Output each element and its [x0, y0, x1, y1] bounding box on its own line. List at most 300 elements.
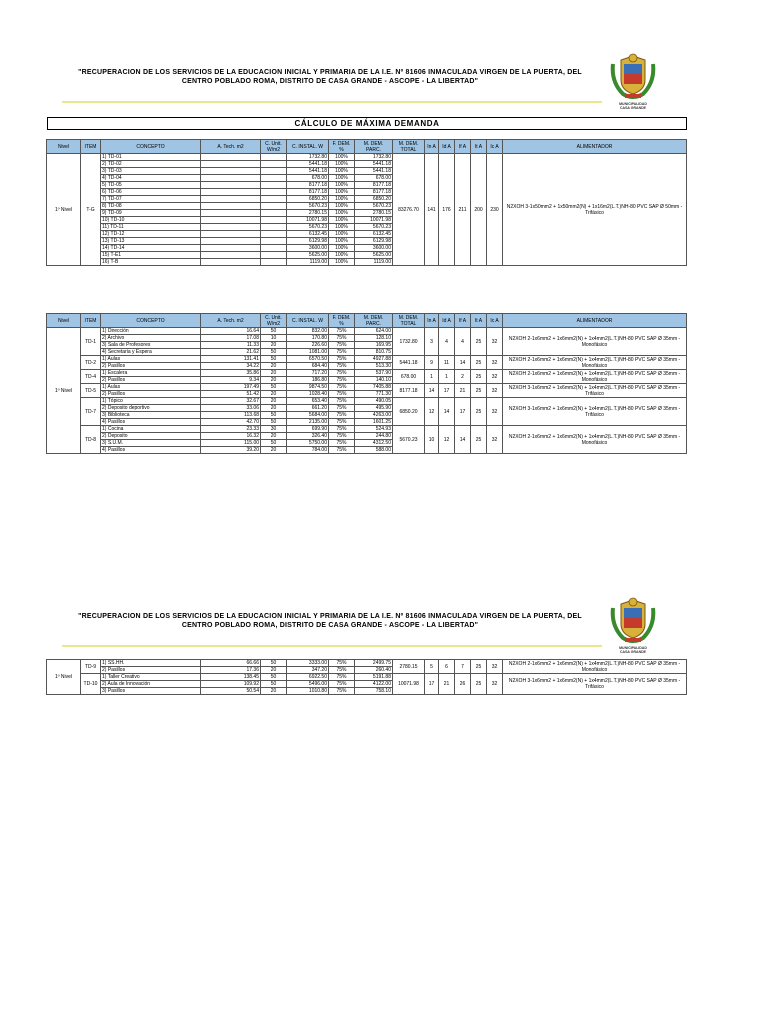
- current-id-cell: 176: [439, 154, 455, 266]
- area-cell: 32.67: [201, 398, 261, 405]
- installed-load-cell: 8177.18: [287, 189, 329, 196]
- concepto-cell: 1) SS.HH.: [101, 660, 201, 667]
- partial-demand-cell: 140.10: [355, 377, 393, 384]
- partial-demand-cell: 6850.20: [355, 196, 393, 203]
- area-cell: [201, 259, 261, 266]
- header-line-1: "RECUPERACION DE LOS SERVICIOS DE LA EDUCACION INICIAL Y PRIMARIA DE LA I.E. Nº 81606 INMACULADA VIRGEN DE LA PUERTA, DEL: [78, 69, 582, 76]
- current-it-cell: 25: [471, 674, 487, 695]
- installed-load-cell: 6570.50: [287, 356, 329, 363]
- concepto-cell: 3) Biblioteca: [101, 412, 201, 419]
- partial-demand-cell: 3600.00: [355, 245, 393, 252]
- area-cell: [201, 231, 261, 238]
- installed-load-cell: 678.00: [287, 175, 329, 182]
- table-header-row: [47, 140, 687, 154]
- installed-load-cell: 5684.00: [287, 412, 329, 419]
- table-row: [47, 674, 687, 681]
- unit-load-cell: 20: [261, 405, 287, 412]
- demand-factor-cell: 75%: [329, 419, 355, 426]
- installed-load-cell: 2780.15: [287, 210, 329, 217]
- column-header: It A: [471, 314, 487, 328]
- demand-factor-cell: 100%: [329, 231, 355, 238]
- installed-load-cell: 661.20: [287, 405, 329, 412]
- item-cell: TD-2: [81, 356, 101, 370]
- item-cell: TD-1: [81, 328, 101, 356]
- installed-load-cell: 5625.00: [287, 252, 329, 259]
- current-id-cell: 4: [439, 328, 455, 356]
- area-cell: 197.49: [201, 384, 261, 391]
- concepto-cell: 4) Pasillos: [101, 419, 201, 426]
- alimentador-cell: N2XOH 2-1x6mm2 + 1x6mm2(N) + 1x4mm2(L.T.)NH-80 PVC SAP Ø 35mm - Monofásico: [503, 370, 687, 384]
- header-line-1: "RECUPERACION DE LOS SERVICIOS DE LA EDUCACION INICIAL Y PRIMARIA DE LA I.E. Nº 81606 INMACULADA VIRGEN DE LA PUERTA, DEL: [78, 613, 582, 620]
- column-header: Id A: [439, 140, 455, 154]
- table-row: [47, 154, 687, 161]
- area-cell: [201, 245, 261, 252]
- table-row: [47, 398, 687, 405]
- unit-load-cell: 10: [261, 335, 287, 342]
- demand-factor-cell: 100%: [329, 210, 355, 217]
- area-cell: 9.34: [201, 377, 261, 384]
- installed-load-cell: 1732.80: [287, 154, 329, 161]
- current-ic-cell: 32: [487, 370, 503, 384]
- concepto-cell: 12) TD-12: [101, 231, 201, 238]
- column-header: A. Tech. m2: [201, 140, 261, 154]
- column-header: ITEM: [81, 140, 101, 154]
- unit-load-cell: [261, 189, 287, 196]
- item-cell: TD-4: [81, 370, 101, 384]
- installed-load-cell: 832.00: [287, 328, 329, 335]
- unit-load-cell: [261, 231, 287, 238]
- concepto-cell: 2) Pasillos: [101, 363, 201, 370]
- current-it-cell: 25: [471, 356, 487, 370]
- partial-demand-cell: 4312.50: [355, 440, 393, 447]
- header-divider: [62, 645, 602, 647]
- unit-load-cell: [261, 238, 287, 245]
- unit-load-cell: [261, 203, 287, 210]
- concepto-cell: 2) Deposito deportivo: [101, 405, 201, 412]
- concepto-cell: 1) Aulas: [101, 356, 201, 363]
- unit-load-cell: 50: [261, 412, 287, 419]
- current-id-cell: 21: [439, 674, 455, 695]
- installed-load-cell: 5441.18: [287, 161, 329, 168]
- partial-demand-cell: 6129.98: [355, 238, 393, 245]
- column-header: F. DEM. %: [329, 140, 355, 154]
- area-cell: [201, 182, 261, 189]
- installed-load-cell: 1119.00: [287, 259, 329, 266]
- unit-load-cell: [261, 196, 287, 203]
- area-cell: 113.68: [201, 412, 261, 419]
- demand-factor-cell: 75%: [329, 356, 355, 363]
- concepto-cell: 1) TD-01: [101, 154, 201, 161]
- area-cell: [201, 161, 261, 168]
- total-demand-cell: 1732.80: [393, 328, 425, 356]
- area-cell: [201, 238, 261, 245]
- area-cell: 35.86: [201, 370, 261, 377]
- installed-load-cell: 326.40: [287, 433, 329, 440]
- item-cell: TD-8: [81, 426, 101, 454]
- unit-load-cell: 50: [261, 328, 287, 335]
- demand-factor-cell: 100%: [329, 245, 355, 252]
- partial-demand-cell: 6132.45: [355, 231, 393, 238]
- partial-demand-cell: 771.30: [355, 391, 393, 398]
- current-in-cell: 3: [425, 328, 439, 356]
- current-if-cell: 4: [455, 328, 471, 356]
- column-header: ALIMENTADOR: [503, 314, 687, 328]
- current-if-cell: 14: [455, 356, 471, 370]
- unit-load-cell: 50: [261, 384, 287, 391]
- installed-load-cell: 2135.00: [287, 419, 329, 426]
- demand-factor-cell: 100%: [329, 168, 355, 175]
- installed-load-cell: 10071.98: [287, 217, 329, 224]
- unit-load-cell: 20: [261, 433, 287, 440]
- concepto-cell: 15) T-E1: [101, 252, 201, 259]
- demand-factor-cell: 100%: [329, 189, 355, 196]
- current-it-cell: 25: [471, 660, 487, 674]
- installed-load-cell: 5441.18: [287, 168, 329, 175]
- area-cell: [201, 154, 261, 161]
- unit-load-cell: 20: [261, 363, 287, 370]
- area-cell: [201, 203, 261, 210]
- partial-demand-cell: 2499.75: [355, 660, 393, 667]
- partial-demand-cell: 260.40: [355, 667, 393, 674]
- demand-factor-cell: 75%: [329, 688, 355, 695]
- column-header: C. INSTAL. W: [287, 140, 329, 154]
- unit-load-cell: [261, 217, 287, 224]
- concepto-cell: 2) TD-02: [101, 161, 201, 168]
- partial-demand-cell: 524.93: [355, 426, 393, 433]
- current-in-cell: 17: [425, 674, 439, 695]
- unit-load-cell: [261, 182, 287, 189]
- current-in-cell: 141: [425, 154, 439, 266]
- area-cell: [201, 217, 261, 224]
- concepto-cell: 1) Taller Creativo: [101, 674, 201, 681]
- column-header: CONCEPTO: [101, 314, 201, 328]
- concepto-cell: 2) Aula de Innovación: [101, 681, 201, 688]
- column-header: If A: [455, 140, 471, 154]
- concepto-cell: 1) Escalera: [101, 370, 201, 377]
- partial-demand-cell: 10071.98: [355, 217, 393, 224]
- area-cell: 51.42: [201, 391, 261, 398]
- table-row: [47, 370, 687, 377]
- installed-load-cell: 6922.50: [287, 674, 329, 681]
- area-cell: 115.00: [201, 440, 261, 447]
- column-header: CONCEPTO: [101, 140, 201, 154]
- demand-factor-cell: 100%: [329, 259, 355, 266]
- partial-demand-cell: 490.05: [355, 398, 393, 405]
- unit-load-cell: 50: [261, 660, 287, 667]
- unit-load-cell: 20: [261, 342, 287, 349]
- installed-load-cell: 684.40: [287, 363, 329, 370]
- unit-load-cell: [261, 161, 287, 168]
- concepto-cell: 14) TD-14: [101, 245, 201, 252]
- item-cell: TD-5: [81, 384, 101, 398]
- concepto-cell: 1) Cocina: [101, 426, 201, 433]
- concepto-cell: 16) T-B: [101, 259, 201, 266]
- demand-factor-cell: 100%: [329, 252, 355, 259]
- municipal-seal-icon: [609, 50, 657, 102]
- area-cell: 50.54: [201, 688, 261, 695]
- alimentador-cell: N2XOH 2-1x6mm2 + 1x6mm2(N) + 1x4mm2(L.T.)NH-80 PVC SAP Ø 35mm - Monofásico: [503, 356, 687, 370]
- total-demand-cell: 6850.20: [393, 398, 425, 426]
- total-demand-cell: 8177.18: [393, 384, 425, 398]
- demand-factor-cell: 75%: [329, 405, 355, 412]
- column-header: Id A: [439, 314, 455, 328]
- current-in-cell: 1: [425, 370, 439, 384]
- demand-factor-cell: 75%: [329, 335, 355, 342]
- alimentador-cell: N2XOH 2-1x6mm2 + 1x6mm2(N) + 1x4mm2(L.T.)NH-80 PVC SAP Ø 35mm - Monofásico: [503, 660, 687, 674]
- concepto-cell: 1) Dirección: [101, 328, 201, 335]
- partial-demand-cell: 169.95: [355, 342, 393, 349]
- concepto-cell: 8) TD-08: [101, 203, 201, 210]
- unit-load-cell: 50: [261, 440, 287, 447]
- current-in-cell: 10: [425, 426, 439, 454]
- current-it-cell: 25: [471, 328, 487, 356]
- concepto-cell: 3) Sala de Profesores: [101, 342, 201, 349]
- current-id-cell: 17: [439, 384, 455, 398]
- partial-demand-cell: 5670.23: [355, 203, 393, 210]
- installed-load-cell: 226.60: [287, 342, 329, 349]
- municipal-seal-icon: [609, 594, 657, 646]
- partial-demand-cell: 5670.23: [355, 224, 393, 231]
- demand-factor-cell: 75%: [329, 412, 355, 419]
- demand-factor-cell: 75%: [329, 681, 355, 688]
- partial-demand-cell: 128.10: [355, 335, 393, 342]
- column-header: Ic A: [487, 314, 503, 328]
- partial-demand-cell: 1732.80: [355, 154, 393, 161]
- current-it-cell: 25: [471, 384, 487, 398]
- unit-load-cell: 50: [261, 356, 287, 363]
- concepto-cell: 7) TD-07: [101, 196, 201, 203]
- partial-demand-cell: 678.00: [355, 175, 393, 182]
- concepto-cell: 2) Deposito: [101, 433, 201, 440]
- partial-demand-cell: 4263.00: [355, 412, 393, 419]
- demand-factor-cell: 75%: [329, 363, 355, 370]
- area-cell: [201, 252, 261, 259]
- table-row: [47, 328, 687, 335]
- current-id-cell: 1: [439, 370, 455, 384]
- demand-factor-cell: 75%: [329, 426, 355, 433]
- unit-load-cell: 30: [261, 426, 287, 433]
- area-cell: [201, 168, 261, 175]
- current-in-cell: 9: [425, 356, 439, 370]
- table-header-row: [47, 314, 687, 328]
- unit-load-cell: 50: [261, 681, 287, 688]
- installed-load-cell: 5670.23: [287, 224, 329, 231]
- column-header: ALIMENTADOR: [503, 140, 687, 154]
- partial-demand-cell: 1601.25: [355, 419, 393, 426]
- seal-caption-line-1: MUNICIPALIDAD: [619, 102, 647, 106]
- column-header: M. DEM. PARC.: [355, 314, 393, 328]
- column-header: M. DEM. TOTAL: [393, 140, 425, 154]
- column-header: C. Unit. W/m2: [261, 140, 287, 154]
- partial-demand-cell: 5191.88: [355, 674, 393, 681]
- column-header: A. Tech. m2: [201, 314, 261, 328]
- column-header: ITEM: [81, 314, 101, 328]
- concepto-cell: 4) Pasillos: [101, 447, 201, 454]
- area-cell: [201, 175, 261, 182]
- demand-factor-cell: 100%: [329, 154, 355, 161]
- column-header: M. DEM. TOTAL: [393, 314, 425, 328]
- installed-load-cell: 6129.98: [287, 238, 329, 245]
- seal-caption-line-2: CASA GRANDE: [620, 106, 646, 110]
- concepto-cell: 11) TD-11: [101, 224, 201, 231]
- partial-demand-cell: 810.75: [355, 349, 393, 356]
- unit-load-cell: 50: [261, 349, 287, 356]
- partial-demand-cell: 1119.00: [355, 259, 393, 266]
- current-ic-cell: 230: [487, 154, 503, 266]
- area-cell: 42.70: [201, 419, 261, 426]
- current-it-cell: 25: [471, 398, 487, 426]
- installed-load-cell: 699.90: [287, 426, 329, 433]
- demand-factor-cell: 75%: [329, 433, 355, 440]
- partial-demand-cell: 8177.18: [355, 182, 393, 189]
- area-cell: 131.41: [201, 356, 261, 363]
- installed-load-cell: 1081.00: [287, 349, 329, 356]
- installed-load-cell: 170.80: [287, 335, 329, 342]
- unit-load-cell: 50: [261, 419, 287, 426]
- current-in-cell: 5: [425, 660, 439, 674]
- partial-demand-cell: 4927.88: [355, 356, 393, 363]
- unit-load-cell: [261, 154, 287, 161]
- header-line-2: CENTRO POBLADO ROMA, DISTRITO DE CASA GRANDE - ASCOPE - LA LIBERTAD": [181, 622, 479, 629]
- column-header: Ic A: [487, 140, 503, 154]
- demand-factor-cell: 75%: [329, 674, 355, 681]
- unit-load-cell: 20: [261, 391, 287, 398]
- installed-load-cell: 6850.20: [287, 196, 329, 203]
- area-cell: 11.33: [201, 342, 261, 349]
- total-demand-cell: 2780.15: [393, 660, 425, 674]
- unit-load-cell: 20: [261, 667, 287, 674]
- partial-demand-cell: 758.10: [355, 688, 393, 695]
- current-if-cell: 7: [455, 660, 471, 674]
- column-header: Nivel: [47, 140, 81, 154]
- demand-factor-cell: 75%: [329, 440, 355, 447]
- current-if-cell: 2: [455, 370, 471, 384]
- demand-factor-cell: 75%: [329, 391, 355, 398]
- item-cell: TD-10: [81, 674, 101, 695]
- current-ic-cell: 32: [487, 356, 503, 370]
- total-demand-cell: 5670.23: [393, 426, 425, 454]
- concepto-cell: 5) TD-05: [101, 182, 201, 189]
- demand-factor-cell: 100%: [329, 182, 355, 189]
- demand-factor-cell: 75%: [329, 667, 355, 674]
- column-header: In A: [425, 140, 439, 154]
- concepto-cell: 2) Archivo: [101, 335, 201, 342]
- concepto-cell: 2) Pasillos: [101, 391, 201, 398]
- unit-load-cell: 50: [261, 674, 287, 681]
- nivel-cell: 1º Nivel: [47, 328, 81, 454]
- unit-load-cell: [261, 168, 287, 175]
- concepto-cell: 13) TD-13: [101, 238, 201, 245]
- current-ic-cell: 32: [487, 660, 503, 674]
- table-row: [47, 660, 687, 667]
- nivel-cell: 1º Nivel: [47, 660, 81, 695]
- seal-caption-line-2: CASA GRANDE: [620, 650, 646, 654]
- alimentador-cell: N2XOH 3-1x6mm2 + 1x6mm2(N) + 1x4mm2(L.T.)NH-80 PVC SAP Ø 35mm - Trifásico: [503, 674, 687, 695]
- unit-load-cell: 20: [261, 398, 287, 405]
- installed-load-cell: 1028.40: [287, 391, 329, 398]
- column-header: F. DEM. %: [329, 314, 355, 328]
- current-ic-cell: 32: [487, 426, 503, 454]
- partial-demand-cell: 588.00: [355, 447, 393, 454]
- partial-demand-cell: 244.80: [355, 433, 393, 440]
- concepto-cell: 4) Secretaria y Espera: [101, 349, 201, 356]
- partial-demand-cell: 537.90: [355, 370, 393, 377]
- table-row: [47, 384, 687, 391]
- current-id-cell: 11: [439, 356, 455, 370]
- concepto-cell: 4) TD-04: [101, 175, 201, 182]
- area-cell: 16.32: [201, 433, 261, 440]
- area-cell: 17.36: [201, 667, 261, 674]
- partial-demand-cell: 5625.00: [355, 252, 393, 259]
- partial-demand-cell: 2780.15: [355, 210, 393, 217]
- area-cell: 39.20: [201, 447, 261, 454]
- area-cell: 33.06: [201, 405, 261, 412]
- concepto-cell: 9) TD-09: [101, 210, 201, 217]
- concepto-cell: 2) Pasillos: [101, 667, 201, 674]
- area-cell: [201, 210, 261, 217]
- column-header: In A: [425, 314, 439, 328]
- area-cell: 17.08: [201, 335, 261, 342]
- installed-load-cell: 3600.00: [287, 245, 329, 252]
- installed-load-cell: 8177.18: [287, 182, 329, 189]
- partial-demand-cell: 8177.18: [355, 189, 393, 196]
- current-if-cell: 26: [455, 674, 471, 695]
- total-demand-cell: 83276.70: [393, 154, 425, 266]
- area-cell: [201, 196, 261, 203]
- area-cell: 21.62: [201, 349, 261, 356]
- current-in-cell: 12: [425, 398, 439, 426]
- demand-factor-cell: 75%: [329, 398, 355, 405]
- concepto-cell: 2) Pasillos: [101, 377, 201, 384]
- unit-load-cell: 20: [261, 688, 287, 695]
- concepto-cell: 1) Aulas: [101, 384, 201, 391]
- seal-caption: [603, 102, 663, 110]
- unit-load-cell: 20: [261, 370, 287, 377]
- installed-load-cell: 5670.23: [287, 203, 329, 210]
- total-demand-cell: 678.00: [393, 370, 425, 384]
- column-header: It A: [471, 140, 487, 154]
- alimentador-cell: N2XOH 3-1x6mm2 + 1x6mm2(N) + 1x4mm2(L.T.)NH-80 PVC SAP Ø 35mm - Trifásico: [503, 398, 687, 426]
- total-demand-cell: 5441.18: [393, 356, 425, 370]
- demand-factor-cell: 100%: [329, 175, 355, 182]
- installed-load-cell: 3333.00: [287, 660, 329, 667]
- installed-load-cell: 6132.45: [287, 231, 329, 238]
- current-it-cell: 25: [471, 370, 487, 384]
- column-header: M. DEM. PARC.: [355, 140, 393, 154]
- current-id-cell: 12: [439, 426, 455, 454]
- partial-demand-cell: 4122.00: [355, 681, 393, 688]
- column-header: If A: [455, 314, 471, 328]
- nivel-cell: 1º Nivel: [47, 154, 81, 266]
- partial-demand-cell: 624.00: [355, 328, 393, 335]
- current-ic-cell: 32: [487, 674, 503, 695]
- area-cell: 34.22: [201, 363, 261, 370]
- item-cell: T-G: [81, 154, 101, 266]
- demand-factor-cell: 75%: [329, 342, 355, 349]
- demand-factor-cell: 75%: [329, 370, 355, 377]
- current-if-cell: 17: [455, 398, 471, 426]
- installed-load-cell: 5496.00: [287, 681, 329, 688]
- table-row: [47, 426, 687, 433]
- seal-caption: [603, 646, 663, 654]
- installed-load-cell: 653.40: [287, 398, 329, 405]
- area-cell: 138.45: [201, 674, 261, 681]
- alimentador-cell: N2XOH 2-1x6mm2 + 1x6mm2(N) + 1x4mm2(L.T.)NH-80 PVC SAP Ø 35mm - Monofásico: [503, 328, 687, 356]
- current-id-cell: 14: [439, 398, 455, 426]
- current-it-cell: 25: [471, 426, 487, 454]
- demand-factor-cell: 100%: [329, 238, 355, 245]
- table-row: [47, 356, 687, 363]
